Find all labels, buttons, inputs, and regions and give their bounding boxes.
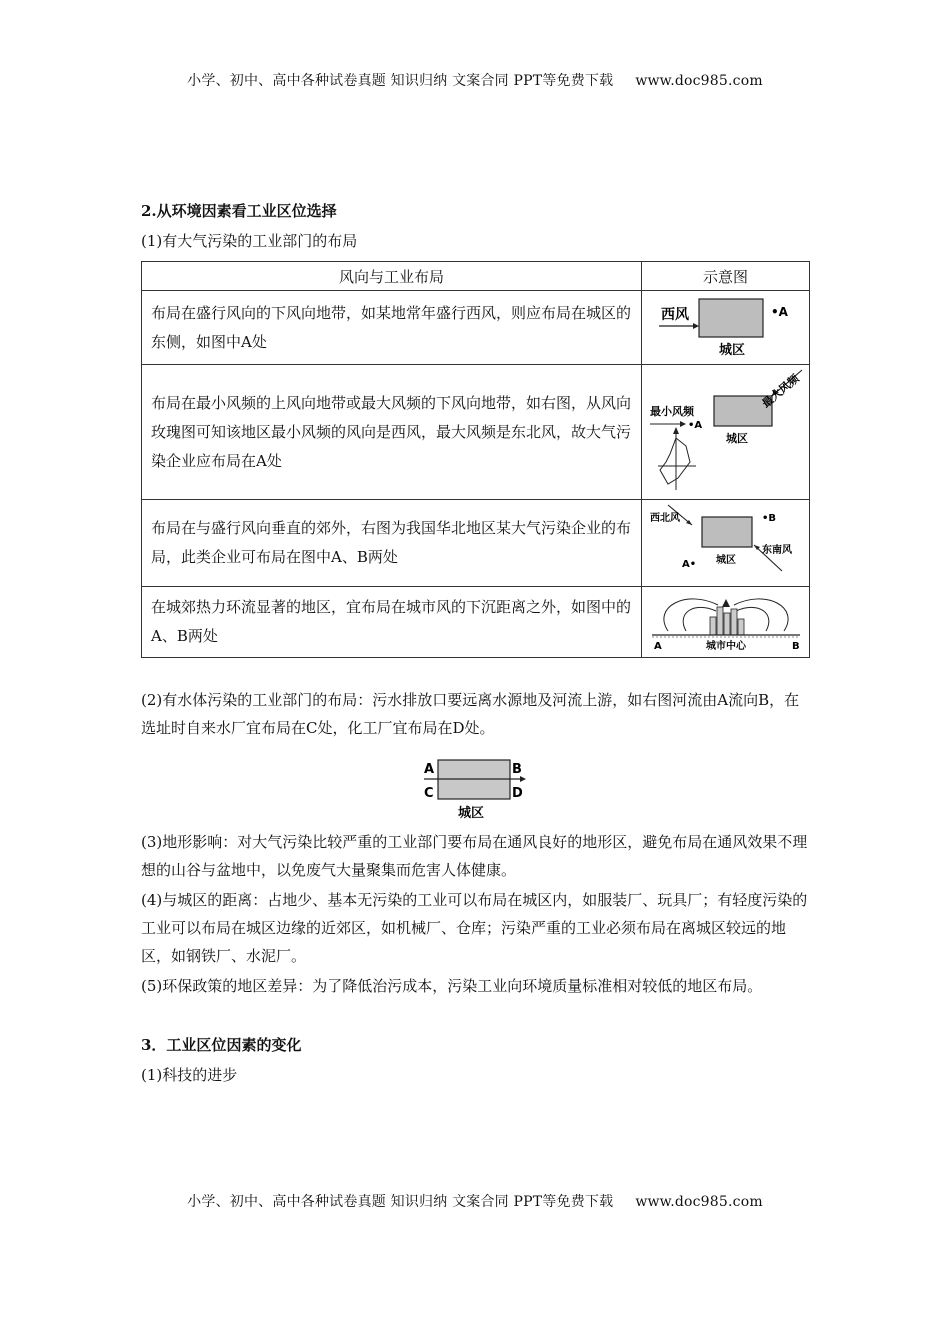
river-c-label: C (424, 786, 434, 801)
diagram-perpendicular (642, 500, 810, 587)
section-2-title: 2.从环境因素看工业区位选择 (141, 202, 337, 220)
table-cell-text: 布局在盛行风向的下风向地带，如某地常年盛行西风，则应布局在城区的东侧，如图中A处 (142, 291, 642, 365)
river-a-label: A (424, 762, 435, 777)
min-freq-label: 最小风频 (649, 405, 694, 418)
table-cell-text: 布局在最小风频的上风向地带或最大风频的下风向地带，如右图，从风向玫瑰图可知该地区最小风频的风向是西风，最大风频是东北风，故大气污染企业应布局在A处 (142, 365, 642, 500)
nw-wind-label: 西北风 (649, 513, 680, 524)
section-2-sub1: (1)有大气污染的工业部门的布局 (141, 232, 358, 250)
page-header (0, 70, 950, 90)
section-3-title: 3．工业区位因素的变化 (141, 1036, 302, 1054)
point-b-label: B (791, 641, 800, 652)
city-label: 城区 (718, 342, 745, 358)
city-block (699, 299, 763, 337)
point-label: •A (770, 304, 788, 319)
diagram-heat-island (642, 587, 810, 658)
table-header-row (142, 262, 810, 291)
footer-text: 小学、初中、高中各种试卷真题 知识归纳 文案合同 PPT等免费下载 (187, 1194, 614, 1210)
se-wind-label: 东南风 (761, 545, 792, 556)
table-row (142, 365, 810, 500)
header-site: www.doc985.com (635, 73, 763, 89)
diagram-wind-rose (642, 365, 810, 500)
city-label: 城区 (715, 555, 736, 566)
diagram-prevailing-wind (642, 291, 810, 365)
max-freq-label: 最大风频 (759, 372, 802, 411)
point-label: •A (687, 420, 702, 431)
footer-site: www.doc985.com (635, 1194, 763, 1210)
city-label: 城区 (725, 432, 748, 445)
point-b-label: •B (761, 513, 776, 524)
table-row (142, 291, 810, 365)
section-3-sub1: (1)科技的进步 (141, 1066, 238, 1084)
air-pollution-table (141, 261, 810, 658)
paragraph-policy: (5)环保政策的地区差异：为了降低治污成本，污染工业向环境质量标准相对较低的地区布局。 (141, 977, 763, 995)
table-row (142, 587, 810, 658)
river-d-label: D (512, 786, 523, 801)
table-cell-text: 在城郊热力环流显著的地区，宜布局在城市风的下沉距离之外，如图中的A、B两处 (142, 587, 642, 658)
city-block (702, 517, 752, 547)
city-label: 城区 (458, 806, 485, 821)
paragraph-distance: (4)与城区的距离：占地少、基本无污染的工业可以布局在城区内，如服装厂、玩具厂；有轻度污染的工业可以布局在城区边缘的近郊区，如机械厂、仓库；污染严重的工业必须布局在离城区较远的地区，如钢铁厂、水泥厂。 (141, 891, 808, 965)
page-footer (0, 1191, 950, 1211)
table-header-diagram: 示意图 (642, 262, 810, 291)
point-a-label: A• (681, 559, 696, 570)
wind-label: 西风 (660, 306, 689, 323)
wind-rose (660, 438, 690, 484)
city-center-label: 城市中心 (705, 641, 746, 652)
header-text: 小学、初中、高中各种试卷真题 知识归纳 文案合同 PPT等免费下载 (187, 73, 614, 89)
table-row (142, 500, 810, 587)
diagram-river (420, 757, 536, 821)
paragraph-water: (2)有水体污染的工业部门的布局：污水排放口要远离水源地及河流上游，如右图河流由A流向B，在选址时自来水厂宜布局在C处，化工厂宜布局在D处。 (141, 691, 800, 737)
river-b-label: B (512, 762, 522, 777)
paragraph-terrain: (3)地形影响：对大气污染比较严重的工业部门要布局在通风良好的地形区，避免布局在通风效果不理想的山谷与盆地中，以免废气大量聚集而危害人体健康。 (141, 833, 808, 879)
table-cell-text: 布局在与盛行风向垂直的郊外，右图为我国华北地区某大气污染企业的布局，此类企业可布局在图中A、B两处 (142, 500, 642, 587)
point-a-label: A (653, 641, 662, 652)
table-header-layout: 风向与工业布局 (142, 262, 642, 291)
